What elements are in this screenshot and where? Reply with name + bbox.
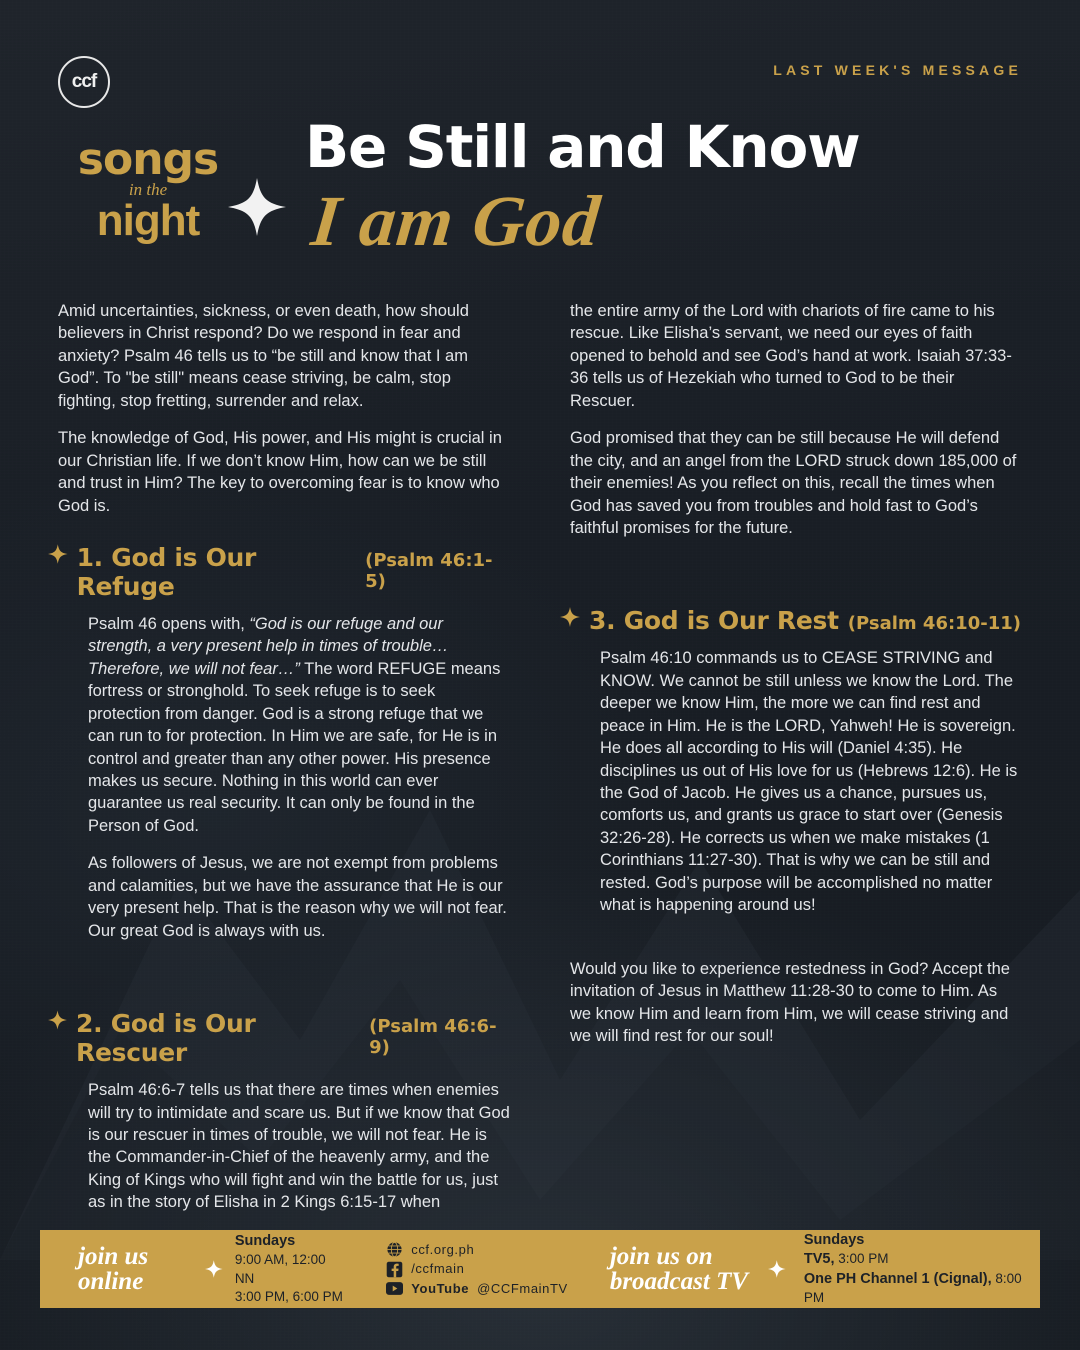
online-times-line1: 9:00 AM, 12:00 NN	[234, 1252, 326, 1286]
section-2-heading	[48, 1009, 510, 1067]
broadcast-line1-time: 3:00 PM	[834, 1251, 889, 1267]
join-us-broadcast-line1: join us on	[609, 1243, 713, 1270]
sparkle-icon	[768, 1260, 786, 1278]
section-1-reference: (Psalm 46:1-5)	[365, 549, 493, 592]
series-line2: in the	[128, 180, 168, 200]
section-1-heading	[48, 543, 510, 601]
facebook-text: /ccfmain	[411, 1261, 465, 1277]
globe-icon	[386, 1241, 403, 1258]
footer-bar	[40, 1230, 1040, 1308]
social-links	[386, 1240, 568, 1299]
join-us-online-line2: online	[78, 1268, 144, 1295]
section-3-title: 3. God is Our Rest	[589, 606, 839, 636]
join-us-broadcast-label	[610, 1244, 757, 1294]
logo-text: ccf	[71, 71, 97, 92]
continuation-paragraph-1: the entire army of the Lord with chariots of fire came to his rescue. Like Elisha’s servant, we need our eyes of faith opened to behold and see God’s hand at work. Isaiah 37:33-36 tells us of Hezekiah who turned to God to be their Rescuer.	[570, 302, 1012, 410]
section-1-paragraph-2: As followers of Jesus, we are not exempt from problems and calamities, but we have the assurance that He is our very present help. That is the reason why we will not fear. Our great God is always with us.	[88, 854, 507, 940]
sparkle-icon	[48, 1010, 67, 1030]
page-subtitle: I am God	[307, 181, 605, 261]
join-us-online-line1: join us	[78, 1243, 149, 1270]
right-column	[570, 300, 1022, 1062]
s1p1-rest: The word REFUGE means fortress or stronghold. To seek refuge is to seek protection from danger. God is a strong refuge that we can run to for protection. In Him we are safe, for He is in control and greater than any other power. His presence makes us secure. Nothing in this world can ever guarantee us real security. It can only be found in the Person of God.	[88, 659, 501, 835]
section-3-paragraph-1: Psalm 46:10 commands us to CEASE STRIVING and KNOW. We cannot be still unless we know the Lord. The deeper we know Him, the more we can find rest and peace in Him. He is the LORD, Yahweh! He is sovereign. He does all according to His will (Daniel 4:35). He disciplines us out of His love for us (Hebrews 12:6). He is the God of Jacob. He gives us a chance, pursues us, comforts us, and grants us grace to start over (Genesis 32:26-28). He corrects us when we make mistakes (1 Corinthians 11:27-30). That is why we can be still and rested. God’s purpose will be accomplished no matter what is happening around us!	[600, 649, 1018, 915]
section-2-reference: (Psalm 46:6-9)	[369, 1016, 497, 1059]
sparkle-icon	[560, 607, 580, 627]
continuation-paragraph-2: God promised that they can be still because He will defend the city, and an angel from the LORD struck down 185,000 of their enemies! As you reflect on this, recall the times when God has saved you from troubles and hold fast to God’s faithful promises for the future.	[570, 429, 1017, 537]
section-1-title: 1. God is Our Refuge	[76, 542, 257, 601]
section-1-paragraph-1	[58, 613, 510, 837]
sparkle-icon	[205, 1260, 223, 1278]
series-line1: songs	[77, 134, 219, 185]
youtube-brand: YouTube	[411, 1280, 470, 1296]
sparkle-icon	[48, 544, 68, 564]
online-day: Sundays	[234, 1232, 296, 1249]
section-2-paragraph-1: Psalm 46:6-7 tells us that there are times when enemies will try to intimidate and scare us. But if we know that God is our rescuer in times of trouble, we will not fear. He is the Commander-in-Chief of the heavenly army, and the King of Kings who will fight and win the battle for us, just as in the story of Elisha in 2 Kings 6:15-17 when	[88, 1081, 510, 1212]
series-logo	[58, 134, 238, 246]
closing-paragraph: Would you like to experience restedness in God? Accept the invitation of Jesus in Matthew 11:28-30 to come to Him. As we know Him and learn from Him, we will cease striving and we will find rest for our soul!	[570, 959, 1010, 1045]
ccf-logo	[58, 56, 110, 108]
intro-paragraph-2: The knowledge of God, His power, and His might is crucial in our Christian life. If we don’t know Him, how can we be still and trust in Him? The key to overcoming fear is to know who God is.	[58, 429, 502, 515]
join-us-online-label	[78, 1244, 193, 1294]
s1p1-lead: Psalm 46 opens with,	[88, 614, 250, 633]
section-3-heading	[560, 606, 1022, 635]
section-3-reference: (Psalm 46:10-11)	[847, 613, 1021, 635]
facebook-link[interactable]	[386, 1259, 568, 1279]
youtube-icon	[386, 1280, 403, 1297]
kicker-label: LAST WEEK'S MESSAGE	[773, 62, 1022, 78]
page-title: Be Still and Know	[305, 113, 860, 181]
broadcast-line1-channel: TV5,	[803, 1251, 835, 1268]
online-schedule	[235, 1232, 346, 1306]
online-times-line2: 3:00 PM, 6:00 PM	[234, 1288, 343, 1304]
broadcast-schedule	[804, 1231, 1040, 1308]
join-us-broadcast-line2: broadcast TV	[609, 1268, 749, 1295]
youtube-text: @CCFmainTV	[477, 1280, 568, 1296]
sparkle-icon	[228, 178, 286, 236]
broadcast-line2-channel: One PH Channel 1 (Cignal),	[803, 1270, 992, 1287]
broadcast-line2-time: 8:00 PM	[803, 1270, 1022, 1306]
facebook-icon	[386, 1261, 403, 1278]
website-link[interactable]	[386, 1240, 568, 1260]
series-line3: night	[96, 196, 200, 246]
broadcast-day: Sundays	[803, 1231, 865, 1248]
intro-paragraph-1: Amid uncertainties, sickness, or even death, how should believers in Christ respond? Do we respond in fear and anxiety? Psalm 46 tells us to “be still and know that I am God”. To "be still" means cease striving, be calm, stop fighting, stop fretting, surrender and relax.	[58, 302, 469, 410]
left-column	[58, 300, 510, 1229]
youtube-link[interactable]	[386, 1279, 568, 1299]
s1p1-quote: “God is our refuge and our strength, a very present help in times of trouble… Therefore, we will not fear…”	[88, 614, 449, 678]
website-text: ccf.org.ph	[411, 1241, 475, 1257]
section-2-title: 2. God is Our Rescuer	[76, 1009, 256, 1068]
